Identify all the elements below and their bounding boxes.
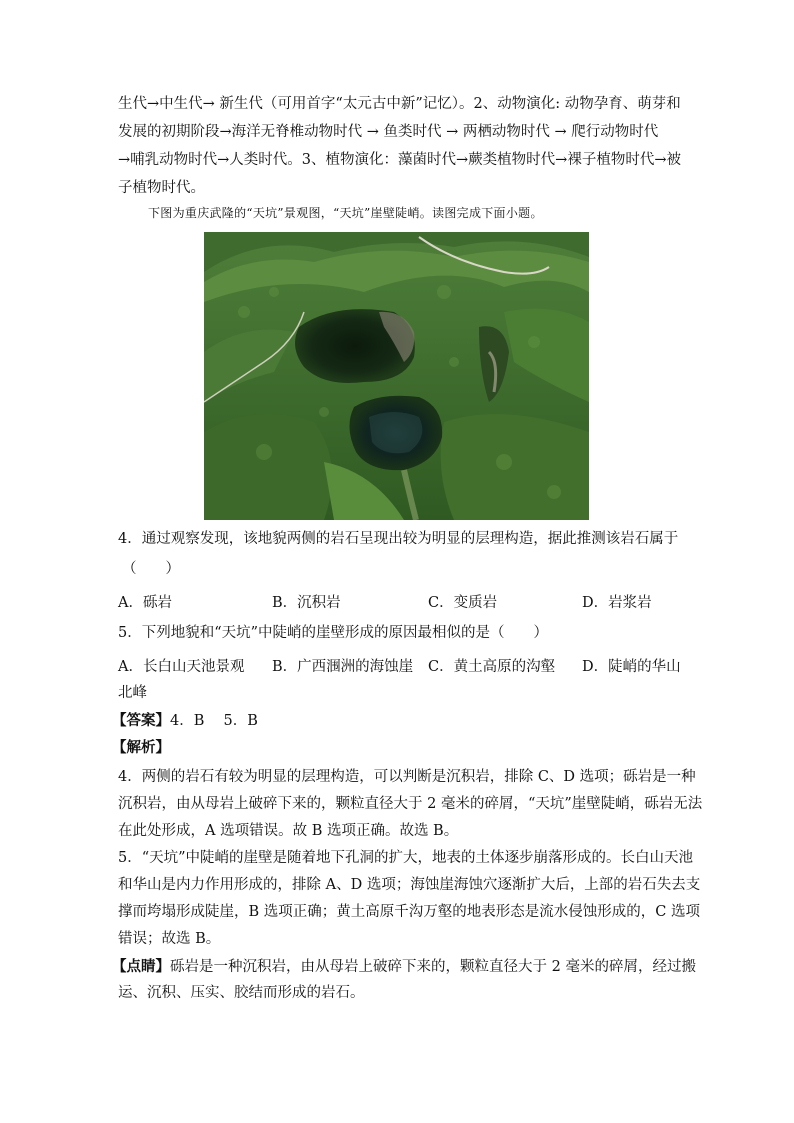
question-5-option-c: C．黄土高原的沟壑 xyxy=(428,659,556,675)
tiankeng-photo xyxy=(204,232,589,520)
question-5-option-a: A．长白山天池景观 xyxy=(118,659,245,675)
question-5-option-d: D．陡峭的华山 xyxy=(582,659,681,675)
analysis-tag-text: 【解析】 xyxy=(112,739,170,756)
explanation-5-line-4: 错误；故选 B。 xyxy=(118,931,221,947)
intro-line-1: 生代→中生代→ 新生代（可用首字“太元古中新”记忆）。2、动物演化: 动物孕育、萌芽和 xyxy=(118,96,681,112)
explanation-4-line-3: 在此处形成，A 选项错误。故 B 选项正确。故选 B。 xyxy=(118,823,459,839)
explanation-5-line-2: 和华山是内力作用形成的，排除 A、D 选项；海蚀崖海蚀穴逐渐扩大后，上部的岩石失去支 xyxy=(118,877,701,893)
intro-line-2: 发展的初期阶段→海洋无脊椎动物时代 → 鱼类时代 → 两栖动物时代 → 爬行动物时代 xyxy=(118,124,659,140)
explanation-4-line-2: 沉积岩，由从母岩上破碎下来的，颗粒直径大于 2 毫米的碎屑，“天坑”崖壁陡峭，砾岩无法 xyxy=(118,796,703,812)
question-4-option-d: D．岩浆岩 xyxy=(582,595,652,611)
point-text-1: 砾岩是一种沉积岩，由从母岩上破碎下来的，颗粒直径大于 2 毫米的碎屑，经过搬 xyxy=(170,959,696,975)
point-tag: 【点睛】 xyxy=(112,958,170,975)
intro-line-4: 子植物时代。 xyxy=(118,180,205,196)
explanation-4-line-1: 4．两侧的岩石有较为明显的层理构造，可以判断是沉积岩，排除 C、D 选项；砾岩是一种 xyxy=(118,769,696,785)
question-4-option-a: A．砾岩 xyxy=(118,595,172,611)
figure-caption: 下图为重庆武隆的“天坑”景观图，“天坑”崖壁陡峭。读图完成下面小题。 xyxy=(148,206,543,220)
question-4-paren: （ ） xyxy=(122,561,180,577)
question-4-option-b: B．沉积岩 xyxy=(272,595,341,611)
explanation-5-line-1: 5．“天坑”中陡峭的崖壁是随着地下孔洞的扩大，地表的土体逐步崩落形成的。长白山天池 xyxy=(118,850,694,866)
question-5-stem: 5．下列地貌和“天坑”中陡峭的崖壁形成的原因最相似的是（ ） xyxy=(118,625,549,641)
answer-line xyxy=(112,710,258,732)
question-4-stem: 4．通过观察发现，该地貌两侧的岩石呈现出较为明显的层理构造，据此推测该岩石属于 xyxy=(118,531,679,547)
analysis-tag xyxy=(112,737,170,759)
question-4-option-c: C．变质岩 xyxy=(428,595,498,611)
question-5-option-d-wrap: 北峰 xyxy=(118,685,147,701)
point-line-1 xyxy=(112,953,696,981)
question-5-option-b: B．广西涠洲的海蚀崖 xyxy=(272,659,414,675)
intro-line-3: →哺乳动物时代→人类时代。3、植物演化：藻菌时代→蕨类植物时代→裸子植物时代→被 xyxy=(118,152,681,168)
answer-tag: 【答案】 xyxy=(112,712,170,729)
answer-value: 4．B 5．B xyxy=(170,713,258,729)
explanation-5-line-3: 撑而垮塌形成陡崖，B 选项正确；黄土高原千沟万壑的地表形态是流水侵蚀形成的，C 选项 xyxy=(118,904,700,920)
point-line-2: 运、沉积、压实、胶结而形成的岩石。 xyxy=(118,985,365,1001)
